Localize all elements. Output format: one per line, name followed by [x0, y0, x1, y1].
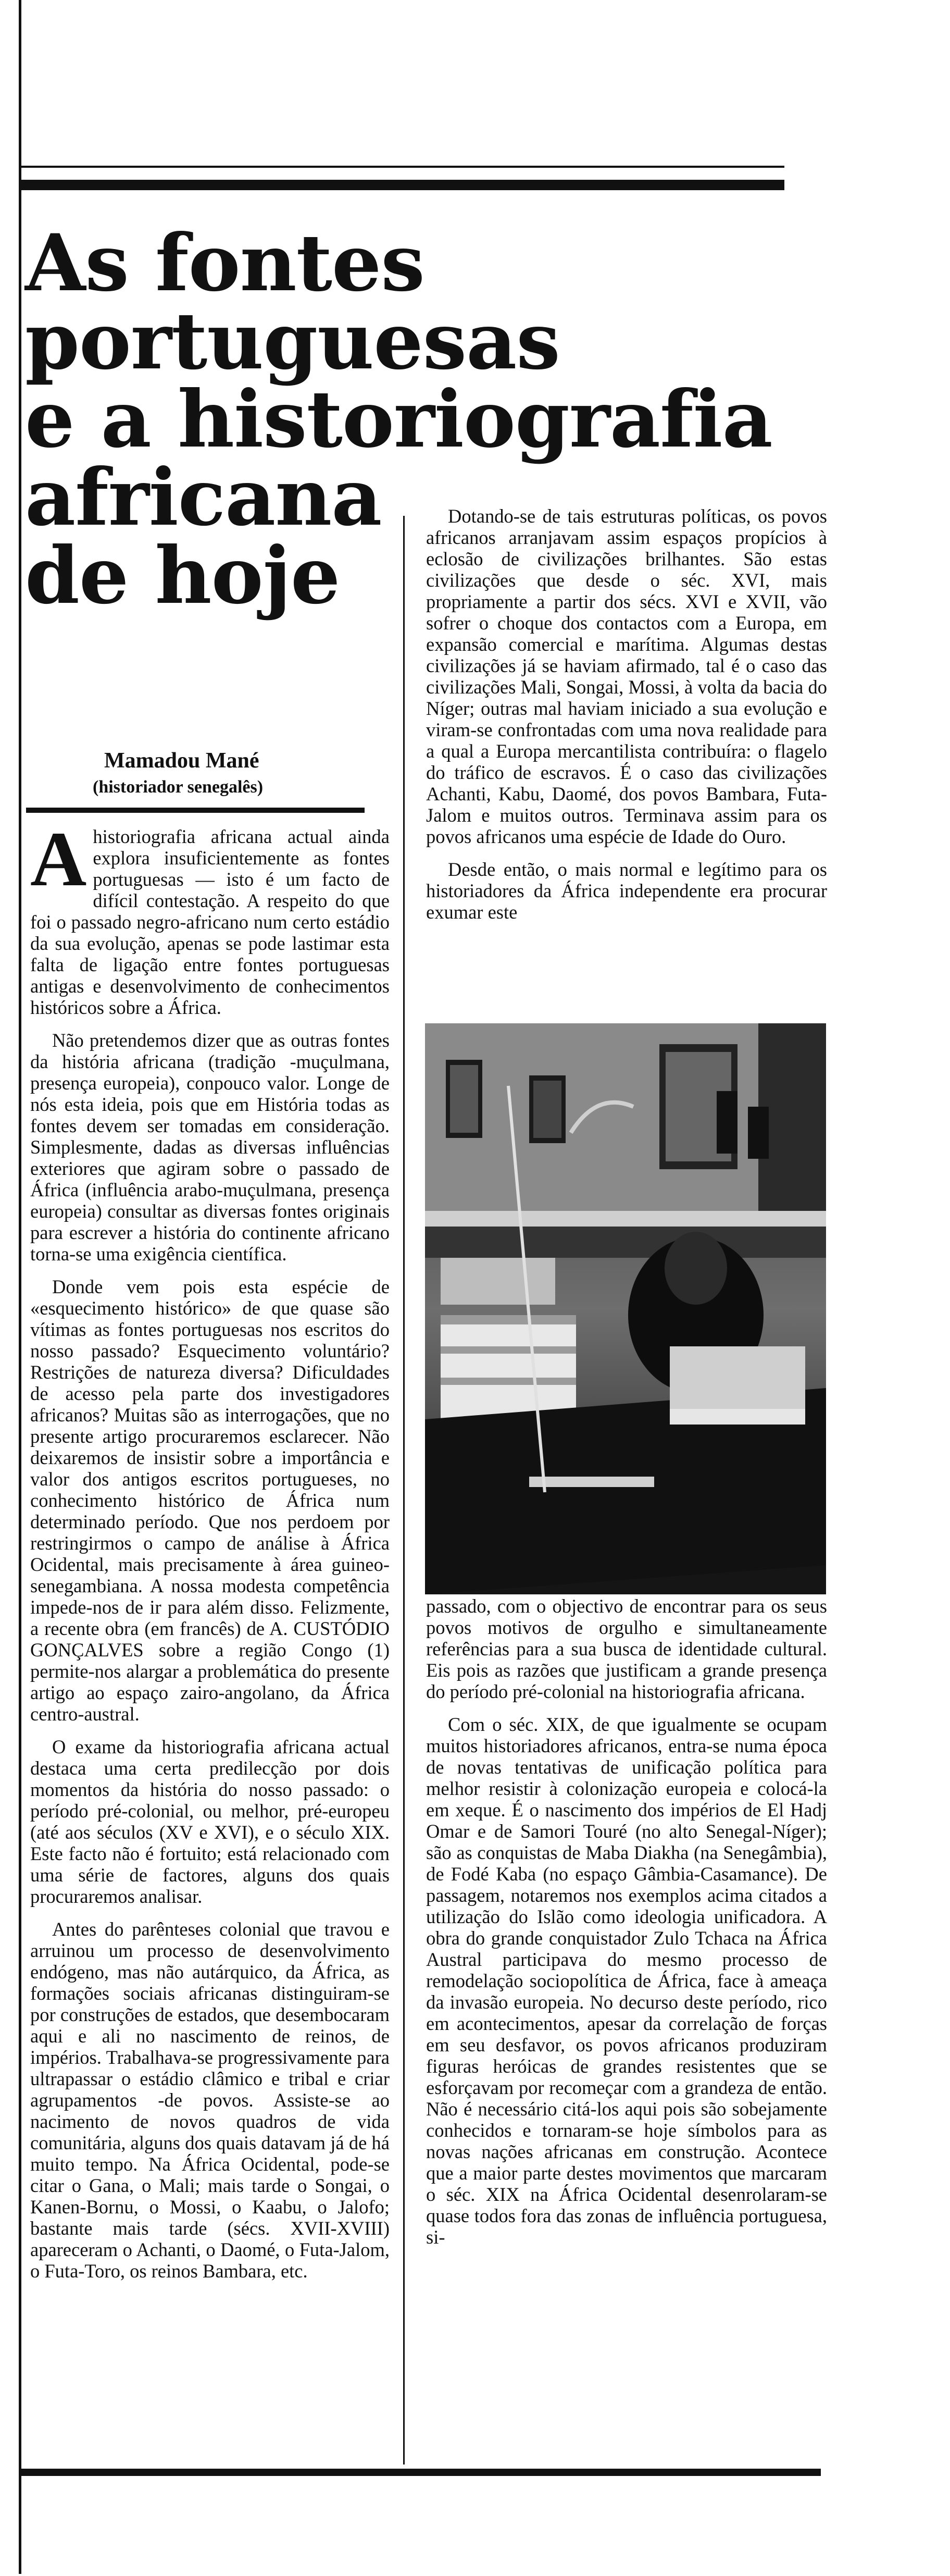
paragraph-2: Não pretendemos dizer que as outras fontes da história africana (tradição -muçulmana, presença europeia), conpouco valor. Longe de nós esta ideia, pois que em História todas as fontes devem ser tomadas em consideração. Simplesmente, dadas as diversas influências exteriores que agiram sobre o passado de África (influência arabo-muçulmana, presença europeia) consultar as diversas fontes originais para escrever a história do continente africano torna-se uma exigência científica. [30, 1030, 390, 1265]
paragraph-intro [30, 816, 390, 1018]
top-thin-rule [19, 166, 784, 168]
headline-line-5: de hoje [25, 530, 340, 622]
paragraph-9: Com o séc. XIX, de que igualmente se ocupam muitos historiadores africanos, entra-se numa época de novas tentativas de unificação política para melhor resistir à colonização europeia e colocá-la em xeque. É o nascimento dos impérios de El Hadj Omar e de Samori Touré (no alto Senegal-Níger); são as conquistas de Maba Diakha (na Senegâmbia), de Fodé Kaba (no espaço Gâmbia-Casamance). De passagem, notaremos nos exemplos acima citados a utilização do Islão como ideologia unificadora. A obra do grande conquistador Zulo Tchaca na África Austral participava do mesmo processo de remodelação sociopolítica de África, face à ameaça da invasão europeia. No decurso deste período, rico em acontecimentos, apesar da correlação de forças em seu desfavor, os povos africanos produziram figuras heróicas de grandes resistentes que se esforçavam por recomeçar com a grandeza de então. Não é necessário citá-los aqui pois são sobejamente conhecidos e tornaram-se hoje símbolos para as novas nações africanas em construção. Acontece que a maior parte destes movimentos que marcaram o séc. XIX na África Ocidental desenrolaram-se quase todos fora das zonas de influência portuguesa, si- [426, 1714, 827, 2248]
paragraph-4: O exame da historiografia africana actual destaca uma certa predilecção por dois momentos da história do nosso passado: o período pré-colonial, ou melhor, pré-europeu (até aos séculos (XV e XVI), e o século XIX. Este facto não é fortuito; está relacionado com uma série de factores, alguns dos quais procuraremos analisar. [30, 1736, 390, 1907]
column-right-bottom [426, 1595, 827, 2259]
byline-divider [26, 808, 365, 813]
paragraph-6: Dotando-se de tais estruturas políticas, os povos africanos arranjavam assim espaços propícios à eclosão de civilizações brilhantes. São estas civilizações que desde o séc. XVI, mais propriamente a partir dos sécs. XVI e XVII, vão sofrer o choque dos contactos com a Europa, em expansão comercial e marítima. Algumas destas civilizações já se haviam afirmado, tal é o caso das civilizações Mali, Songai, Mossi, à volta da bacia do Níger; outras mal haviam iniciado a sua evolução e viram-se confrontadas com uma nova realidade para a qual a Europa mercantilista contribuíra: o flagelo do tráfico de escravos. É o caso das civilizações Achanti, Kabu, Daomé, dos povos Bambara, Futa-Jalom e muitos outros. Terminava assim para os povos africanos uma espécie de Idade do Ouro. [426, 505, 827, 847]
drop-cap: A [30, 816, 87, 902]
top-thick-rule [19, 180, 784, 190]
left-margin-rule [19, 0, 21, 2574]
column-right-top [426, 505, 827, 934]
paragraph-3: Donde vem pois esta espécie de «esquecimento histórico» de que quase são vítimas as fontes portuguesas nos escritos do nosso passado? Esquecimento voluntário? Restrições de natureza diversa? Dificuldades de acesso pela parte dos investigadores africanos? Muitas são as interrogações, que no presente artigo procuraremos esclarecer. Não deixaremos de insistir sobre a importância e valor dos antigos escritos portugueses, no conhecimento histórico de África num determinado período. Que nos perdoem por restringirmos o campo de análise à África Ocidental, mais precisamente à área guineo-senegambiana. A nossa modesta competência impede-nos de ir para além disso. Felizmente, a recente obra (em francês) de A. CUSTÓDIO GONÇALVES sobre a região Congo (1) permite-nos alargar a problemática do presente artigo ao espaço zairo-angolano, da África centro-austral. [30, 1276, 390, 1725]
author-affiliation: (historiador senegalês) [93, 777, 264, 797]
paragraph-intro-text: historiografia africana actual ainda explora insuficientemente as fontes portuguesas — isto é um facto de difícil contestação. A respeito do que foi o passado negro-africano num certo estádio da sua evolução, apenas se pode lastimar esta falta de ligação entre fontes portuguesas antigas e desenvolvimento de conhecimentos históricos sobre a África. [30, 826, 390, 1018]
archive-reading-room-photo [425, 1023, 826, 1594]
headline-line-2: portuguesas [25, 295, 560, 387]
column-left [30, 816, 390, 2293]
paragraph-5: Antes do parênteses colonial que travou e arruinou um processo de desenvolvimento endógeno, mas não autárquico, da África, as formações sociais africanas distinguiram-se por construções de estados, que desembocaram aqui e ali no nascimento de reinos, de impérios. Trabalhava-se progressivamente para ultrapassar o estádio clâmico e tribal e criar agrupamentos -de povos. Assiste-se ao nacimento de novos quadros de vida comunitária, alguns dos quais datavam já de há muito tempo. Na África Ocidental, pode-se citar o Gana, o Mali; mais tarde o Songai, o Kanen-Bornu, o Mossi, o Kaabu, o Jalofo; bastante mais tarde (sécs. XVII-XVIII) apareceram o Achanti, o Daomé, o Futa-Jalom, o Futa-Toro, os reinos Bambara, etc. [30, 1918, 390, 2282]
bottom-rule [19, 2469, 821, 2476]
author-name: Mamadou Mané [104, 749, 259, 773]
paragraph-7: Desde então, o mais normal e legítimo para os historiadores da África independente era procurar exumar este [426, 859, 827, 923]
headline-line-1: As fontes [25, 217, 424, 309]
headline-line-3: e a historiografia [25, 374, 772, 465]
column-divider [403, 516, 405, 2464]
paragraph-8: passado, com o objectivo de encontrar para os seus povos motivos de orgulho e simultaneamente referências para a sua busca de identidade cultural. Eis pois as razões que justificam a grande presença do período pré-colonial na historiografia africana. [426, 1595, 827, 1702]
headline-line-4: africana [25, 452, 382, 543]
